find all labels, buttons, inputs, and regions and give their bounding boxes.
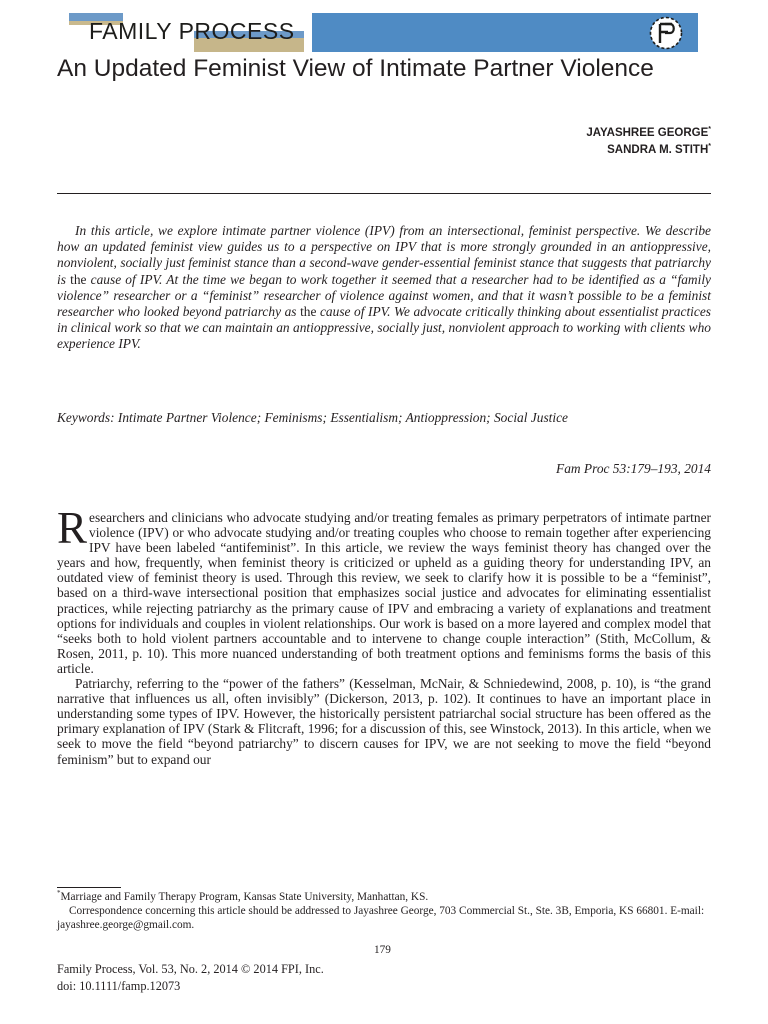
journal-name: FAMILY PROCESS [89,18,295,44]
journal-logo-icon [647,14,685,52]
paragraph: Patriarchy, referring to the “power of the fathers” (Kesselman, McNair, & Schniedewind, 2008, p. 10), is “the grand narrative that influences us all, often invisibly” (Dickerson, 2013, p. 102). It continues to have an important place in understanding some types of IPV. However, the historically persistent patriarchal social structure has been offered as the primary explanation of IPV (Stark & Flitcraft, 1996; for a discussion of this, see Winstock, 2013). In this article, when we seek to move the field “beyond patriarchy” to discern causes for IPV, we are not seeking to move the field “beyond feminism” but to expand our [57,676,711,767]
abstract: In this article, we explore intimate partner violence (IPV) from an intersectional, feminist perspective. We describe how an updated feminist view guides us to a perspective on IPV that is more strongly grounded in an antioppressive, nonviolent, socially just feminist stance than a second-wave gender-essential feminist stance that suggests that patriarchy is the cause of IPV. At the time we began to work together it seemed that a researcher had to be identified as a “family violence” researcher or a “feminist” researcher of violence against women, and that it wasn’t possible to be a feminist researcher who looked beyond patriarchy as the cause of IPV. We advocate critically thinking about essentialist practices in clinical work so that we can maintain an antioppressive, socially just, nonviolent approach to working with clients who experience IPV. [57,223,711,352]
page-number: 179 [374,944,391,956]
paragraph: Researchers and clinicians who advocate studying and/or treating females as primary perpetrators of intimate partner violence (IPV) or who advocate studying and/or treating couples who choose to remain together after experiencing IPV have been labeled “antifeminist”. In this article, we review the ways feminist theory has changed over the years and how, frequently, when feminist theory is criticized or upheld as a guiding theory for understanding IPV, an outdated view of feminist theory is used. Through this review, we seek to clarify how it is possible to be a “feminist”, based on a third-wave intersectional position that emphasizes social justice and advocates for eliminating essentialist practices, while rejecting patriarchy as the primary cause of IPV and embracing a variety of explanations and treatment options for individuals and couples in violent relationships. Our work is based on a more layered and complex model that “seeks both to hold violent partners accountable and to intervene to change couple interaction” (Stith, McCollum, & Rosen, 2011, p. 10). This more nuanced understanding of both treatment options and feminisms forms the basis of this article. [57,503,711,676]
author-name: SANDRA M. STITH* [607,143,711,156]
keywords: Keywords: Intimate Partner Violence; Feminisms; Essentialism; Antioppression; Social Justice [57,410,568,425]
page-footer [57,961,324,994]
author-list [586,125,711,159]
doi: doi: 10.1111/famp.12073 [57,978,181,993]
footnote-divider [57,887,121,888]
journal-issue-line: Family Process, Vol. 53, No. 2, 2014 © 2014 FPI, Inc. [57,962,324,976]
drop-cap: R [57,503,88,553]
article-title: An Updated Feminist View of Intimate Partner Violence [57,55,654,82]
footnote: *Marriage and Family Therapy Program, Kansas State University, Manhattan, KS. Correspondence concerning this article should be addressed to Jayashree George, 703 Commercial St., Ste. 3B, Emporia, KS 66801. E-mail: jayashree.george@gmail.com. [57,889,705,932]
body-text [57,503,711,767]
journal-citation: Fam Proc 53:179–193, 2014 [556,461,711,476]
author-name: JAYASHREE GEORGE* [586,126,711,139]
journal-banner [312,13,698,52]
header-divider [57,193,711,194]
